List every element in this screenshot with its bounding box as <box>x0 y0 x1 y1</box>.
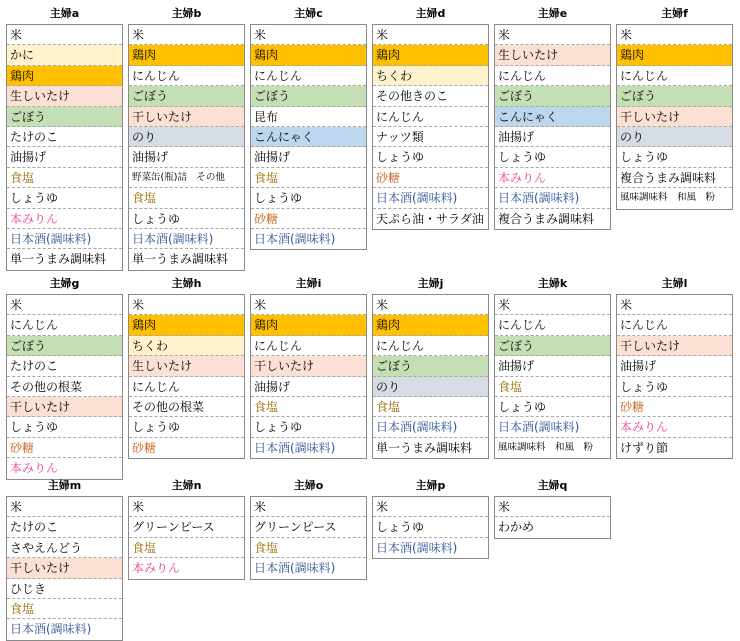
housewife-card <box>616 6 733 210</box>
ingredient-list <box>494 24 611 230</box>
ingredient-item: のり <box>129 127 244 147</box>
ingredient-item: 砂糖 <box>132 440 157 455</box>
ingredient-item: 米 <box>251 295 366 315</box>
card-title: 主婦n <box>171 479 202 492</box>
ingredient-item: 米 <box>251 497 366 517</box>
ingredient-item: しょうゆ <box>7 188 122 208</box>
card-title: 主婦b <box>171 7 202 20</box>
housewife-card <box>372 6 489 230</box>
card-title: 主婦h <box>171 277 202 290</box>
card-title: 主婦d <box>415 7 446 20</box>
ingredient-item: 生しいたけ <box>495 45 610 65</box>
ingredient-item: ごぼう <box>617 86 732 106</box>
ingredient-item: 干しいたけ <box>7 558 122 578</box>
ingredient-item: 日本酒(調味料) <box>129 229 244 249</box>
housewife-card <box>616 276 733 459</box>
ingredient-item: にんじん <box>129 66 244 86</box>
housewife-card <box>6 6 123 271</box>
ingredient-item: 本みりん <box>617 417 732 437</box>
ingredient-item: しょうゆ <box>495 147 610 167</box>
ingredient-item: たけのこ <box>7 356 122 376</box>
ingredient-list <box>128 294 245 459</box>
ingredient-item: 食塩 <box>129 538 244 558</box>
ingredient-item: 砂糖 <box>7 438 122 458</box>
ingredient-item: しょうゆ <box>7 417 122 437</box>
ingredient-item: しょうゆ <box>373 517 488 537</box>
card-title: 主婦e <box>537 7 568 20</box>
ingredient-item: 油揚げ <box>251 147 366 167</box>
ingredient-item: ひじき <box>7 579 122 599</box>
ingredient-item: その他の根菜 <box>129 397 244 417</box>
ingredient-item: 日本酒(調味料) <box>373 188 488 208</box>
housewife-card <box>6 276 123 480</box>
ingredient-item: 風味調味料 和風 粉 <box>620 192 716 204</box>
housewife-card <box>250 6 367 250</box>
ingredient-item: 本みりん <box>495 168 610 188</box>
ingredient-item: 天ぷら油・サラダ油 <box>376 211 484 226</box>
housewife-card <box>372 478 489 559</box>
card-title: 主婦p <box>415 479 446 492</box>
ingredient-item: 風味調味料 和風 粉 <box>498 441 594 453</box>
ingredient-item: 砂糖 <box>617 397 732 417</box>
ingredient-item: にんじん <box>617 66 732 86</box>
card-title: 主婦g <box>49 277 80 290</box>
ingredient-item: 複合うまみ調味料 <box>498 211 595 226</box>
housewife-card <box>372 276 489 459</box>
ingredient-item: ごぼう <box>129 86 244 106</box>
housewife-card <box>128 478 245 580</box>
ingredient-item: ごぼう <box>495 86 610 106</box>
ingredient-item: 食塩 <box>251 397 366 417</box>
ingredient-item: 鶏肉 <box>251 45 366 65</box>
ingredient-item: 鶏肉 <box>129 45 244 65</box>
ingredient-list <box>6 24 123 271</box>
ingredient-item: 米 <box>373 25 488 45</box>
ingredient-item: ごぼう <box>7 107 122 127</box>
housewife-card <box>128 276 245 459</box>
ingredient-item: にんじん <box>373 336 488 356</box>
ingredient-item: ちくわ <box>373 66 488 86</box>
ingredient-item: 食塩 <box>495 377 610 397</box>
ingredient-item: 食塩 <box>7 599 122 619</box>
ingredient-item: にんじん <box>251 66 366 86</box>
ingredient-item: 食塩 <box>251 538 366 558</box>
ingredient-item: 単一うまみ調味料 <box>10 252 107 267</box>
ingredient-item: 鶏肉 <box>251 315 366 335</box>
ingredient-item: 食塩 <box>7 168 122 188</box>
ingredient-list <box>372 294 489 459</box>
ingredient-item: けずり節 <box>620 440 669 455</box>
ingredient-item: にんじん <box>617 315 732 335</box>
ingredient-item: にんじん <box>251 336 366 356</box>
ingredient-item: その他きのこ <box>373 86 488 106</box>
card-title: 主婦o <box>293 479 324 492</box>
ingredient-item: 食塩 <box>373 397 488 417</box>
ingredient-item: 油揚げ <box>7 147 122 167</box>
ingredient-item: ナッツ類 <box>373 127 488 147</box>
ingredient-item: 油揚げ <box>495 127 610 147</box>
card-title: 主婦c <box>294 7 323 20</box>
ingredient-item: 干しいたけ <box>251 356 366 376</box>
ingredient-item: ごぼう <box>7 336 122 356</box>
card-title: 主婦j <box>417 277 444 290</box>
ingredient-item: たけのこ <box>7 517 122 537</box>
card-title: 主婦f <box>661 7 688 20</box>
ingredient-item: 本みりん <box>7 209 122 229</box>
ingredient-item: しょうゆ <box>129 209 244 229</box>
card-title: 主婦i <box>295 277 322 290</box>
ingredient-item: 食塩 <box>251 168 366 188</box>
ingredient-item: 油揚げ <box>617 356 732 376</box>
ingredient-list <box>616 24 733 210</box>
card-title: 主婦k <box>537 277 568 290</box>
ingredient-item: 干しいたけ <box>617 107 732 127</box>
ingredient-item: 米 <box>495 295 610 315</box>
ingredient-item: のり <box>373 377 488 397</box>
ingredient-item: グリーンピース <box>251 517 366 537</box>
ingredient-list <box>250 24 367 250</box>
ingredient-item: 野菜缶(瓶)詰 その他 <box>129 168 244 188</box>
ingredient-item: 砂糖 <box>251 209 366 229</box>
ingredient-item: 油揚げ <box>129 147 244 167</box>
ingredient-item: わかめ <box>498 520 535 535</box>
ingredient-item: 油揚げ <box>251 377 366 397</box>
ingredient-list <box>128 496 245 580</box>
ingredient-item: 米 <box>7 497 122 517</box>
ingredient-item: にんじん <box>7 315 122 335</box>
card-title: 主婦a <box>49 7 80 20</box>
housewife-card <box>494 276 611 459</box>
ingredient-item: 米 <box>617 25 732 45</box>
ingredient-item: 日本酒(調味料) <box>254 231 336 246</box>
ingredient-item: 米 <box>373 497 488 517</box>
ingredient-item: にんじん <box>129 377 244 397</box>
ingredient-item: 砂糖 <box>373 168 488 188</box>
ingredient-item: 本みりん <box>132 561 181 576</box>
ingredient-item: にんじん <box>495 315 610 335</box>
ingredient-item: 鶏肉 <box>7 66 122 86</box>
ingredient-list <box>372 24 489 230</box>
ingredient-item: 米 <box>251 25 366 45</box>
ingredient-item: さやえんどう <box>7 538 122 558</box>
ingredient-item: 米 <box>129 295 244 315</box>
ingredient-item: のり <box>617 127 732 147</box>
ingredient-item: 日本酒(調味料) <box>373 417 488 437</box>
housewife-card <box>128 6 245 271</box>
ingredient-item: しょうゆ <box>373 147 488 167</box>
ingredient-item: その他の根菜 <box>7 377 122 397</box>
ingredient-list <box>494 294 611 459</box>
ingredient-item: 米 <box>7 295 122 315</box>
ingredient-list <box>6 294 123 480</box>
housewife-card <box>494 478 611 539</box>
ingredient-item: しょうゆ <box>251 188 366 208</box>
ingredient-item: グリーンピース <box>129 517 244 537</box>
ingredient-list <box>494 496 611 539</box>
housewife-card <box>6 478 123 641</box>
ingredient-item: しょうゆ <box>129 417 244 437</box>
ingredient-item: 干しいたけ <box>129 107 244 127</box>
ingredient-list <box>128 24 245 271</box>
ingredient-item: 米 <box>373 295 488 315</box>
ingredient-item: 干しいたけ <box>7 397 122 417</box>
ingredient-item: 生しいたけ <box>129 356 244 376</box>
ingredient-item: ごぼう <box>251 86 366 106</box>
ingredient-item: 米 <box>495 25 610 45</box>
card-title: 主婦q <box>537 479 568 492</box>
ingredient-item: しょうゆ <box>495 397 610 417</box>
ingredient-item: ごぼう <box>373 356 488 376</box>
ingredient-item: こんにゃく <box>495 107 610 127</box>
ingredient-item: 食塩 <box>129 188 244 208</box>
ingredient-list <box>250 496 367 580</box>
ingredient-list <box>616 294 733 459</box>
ingredient-item: たけのこ <box>7 127 122 147</box>
ingredient-item: 昆布 <box>251 107 366 127</box>
ingredient-list <box>250 294 367 459</box>
housewife-card <box>250 478 367 580</box>
card-title: 主婦m <box>47 479 82 492</box>
ingredient-item: 本みりん <box>10 461 59 476</box>
ingredient-item: にんじん <box>373 107 488 127</box>
ingredient-item: ごぼう <box>495 336 610 356</box>
ingredient-item: 日本酒(調味料) <box>376 540 458 555</box>
housewife-card <box>250 276 367 459</box>
ingredient-item: 米 <box>7 25 122 45</box>
ingredient-item: 複合うまみ調味料 <box>617 168 732 188</box>
ingredient-item: 干しいたけ <box>617 336 732 356</box>
card-title: 主婦l <box>661 277 688 290</box>
ingredient-item: 米 <box>617 295 732 315</box>
ingredient-item: しょうゆ <box>617 377 732 397</box>
ingredient-list <box>372 496 489 559</box>
ingredient-item: 単一うまみ調味料 <box>376 440 473 455</box>
ingredient-item: 鶏肉 <box>129 315 244 335</box>
ingredient-item: 米 <box>129 497 244 517</box>
ingredient-item: 日本酒(調味料) <box>254 440 336 455</box>
ingredient-item: 日本酒(調味料) <box>10 622 92 637</box>
ingredient-item: 鶏肉 <box>373 315 488 335</box>
ingredient-item: こんにゃく <box>251 127 366 147</box>
ingredient-item: 米 <box>129 25 244 45</box>
ingredient-item: 油揚げ <box>495 356 610 376</box>
ingredient-item: 日本酒(調味料) <box>495 188 610 208</box>
ingredient-item: 鶏肉 <box>373 45 488 65</box>
ingredient-item: しょうゆ <box>617 147 732 167</box>
ingredient-item: 米 <box>495 497 610 517</box>
ingredient-item: 単一うまみ調味料 <box>132 252 229 267</box>
housewife-card <box>494 6 611 230</box>
ingredient-item: 日本酒(調味料) <box>254 561 336 576</box>
ingredient-item: しょうゆ <box>251 417 366 437</box>
ingredient-list <box>6 496 123 641</box>
ingredient-item: 生しいたけ <box>7 86 122 106</box>
ingredient-item: かに <box>7 45 122 65</box>
ingredient-item: 日本酒(調味料) <box>7 229 122 249</box>
ingredient-item: にんじん <box>495 66 610 86</box>
ingredient-item: 鶏肉 <box>617 45 732 65</box>
ingredient-item: 日本酒(調味料) <box>495 417 610 437</box>
ingredient-item: ちくわ <box>129 336 244 356</box>
